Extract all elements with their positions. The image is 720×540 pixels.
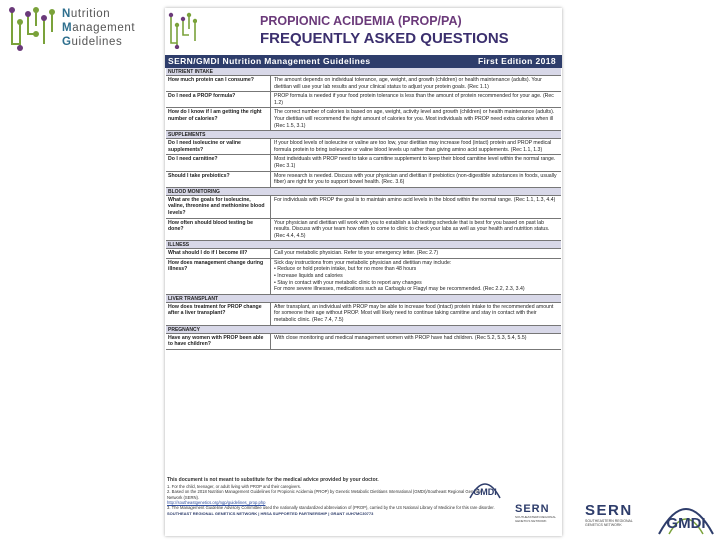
faq-answer: Sick day instructions from your metabolic physician and dietitian may include: • Reduce or hold protein intake, but for no more than 48 hours • Increase liquids and calories • Stay in contact with your metabolic clinic to report any changes For more severe illnesses, medications such as Carbaglu or Flagyl may be recommended. (Rec 2.2, 2.3, 3.4)	[271, 259, 561, 294]
faq-row	[166, 334, 561, 350]
doc-banner: SERN/GMDI Nutrition Management Guidelines First Edition 2018	[165, 55, 562, 68]
svg-text:GMDI: GMDI	[666, 515, 706, 532]
doc-molecule-icon	[167, 11, 197, 49]
gmdi-logo-icon	[468, 474, 502, 500]
doc-footer: This document is not meant to substitute for the medical advice provided by your doctor. 1. For the child, teenager, or adult living with PROP and their caregivers. 2. Based on the 2018 Nutrition Management Guidelines for Propionic Acidemia (PROP) by Genetic Metabolic Dietitians International (GMDI)/Southeast Regional Genetics Network (SERN). http://southeastgenetics.org/ngp/guidelines_prop.php 3. The Management Guideline Advisory Committee used the nationally standardized abbreviation of (PROP), carried by the US National Library of Medicine for this rare disorder. SOUTHEAST REGIONAL GENETICS NETWORK | HRSA SUPPORTED PARTNERSHIP | GRANT #UH7MC30773	[167, 478, 497, 516]
doc-subtitle: FREQUENTLY ASKED QUESTIONS	[260, 30, 509, 47]
faq-row	[166, 139, 561, 155]
faq-row	[166, 108, 561, 131]
molecule-logo-icon	[6, 4, 58, 52]
faq-answer: More research is needed. Discuss with your physician and dietitian if prebiotics (non-digestible substances in foods, usually fiber) are right for you to support bowel health. (Rec. 3.6)	[274, 172, 557, 186]
brand-title: Nutrition Management Guidelines	[62, 8, 136, 48]
faq-row	[166, 155, 561, 171]
section-header: BLOOD MONITORING	[166, 188, 561, 196]
guidelines-link[interactable]: http://southeastgenetics.org/ngp/guidelines_prop.php	[167, 499, 266, 505]
faq-row	[166, 196, 561, 219]
faq-document	[165, 8, 562, 536]
section-header: PREGNANCY	[166, 326, 561, 334]
doc-title: PROPIONIC ACIDEMIA (PROP/PA)	[260, 14, 462, 28]
faq-answer: After transplant, an individual with PROP may be able to increase food (intact) protein intake to the recommended amount for someone their age without PROP. Most will likely need to continue taking carnitine and stay in contact with their metabolic clinic. (Rec 7.4, 7.5)	[274, 303, 554, 324]
faq-question: Do I need a PROP formula?	[166, 92, 271, 107]
svg-text:GMDI: GMDI	[473, 487, 497, 497]
faq-answer: The correct number of calories is based on age, weight, activity level and growth (children) or health maintenance (adults). Your dietitian will recommend the right amount of calories for you. Most individuals with PROP need extra calories when ill (Rec 1.5, 3.1)	[274, 109, 555, 129]
faq-answer: Call your metabolic physician. Refer to your emergency letter. (Rec 2.7)	[274, 250, 439, 257]
faq-answer: With close monitoring and medical management women with PROP have had children. (Rec 5.2, 5.3, 5.4, 5.5)	[274, 334, 527, 341]
faq-answer: Most individuals with PROP need to take a carnitine supplement to keep their blood carnitine level within the normal range. (Rec 3.1)	[274, 156, 556, 169]
sern-logo: SERN SOUTHEASTERN REGIONAL GENETICS NETWORK	[515, 503, 557, 523]
section-header: LIVER TRANSPLANT	[166, 295, 561, 303]
answer-bullet: • Increase liquids and calories	[274, 273, 558, 280]
faq-row	[166, 172, 561, 188]
faq-question: Should I take prebiotics?	[166, 172, 271, 187]
faq-question: Do I need isoleucine or valine supplements?	[166, 139, 271, 154]
faq-question: Do I need carnitine?	[166, 155, 271, 170]
faq-row	[166, 219, 561, 242]
answer-bullet: • Reduce or hold protein intake, but for no more than 48 hours	[274, 266, 558, 273]
faq-answer: For individuals with PROP the goal is to maintain amino acid levels in the blood within the normal range. (Rec 1.1, 1.3, 4.4)	[274, 196, 556, 203]
section-header: NUTRIENT INTAKE	[166, 68, 561, 76]
faq-row	[166, 76, 561, 92]
answer-bullet: • Stay in contact with your metabolic clinic to report any changes	[274, 280, 558, 287]
faq-question: How does management change during illness?	[166, 259, 271, 294]
section-header: SUPPLEMENTS	[166, 131, 561, 139]
faq-answer: PROP formula is needed if your food protein tolerance is less than the amount of protein recommended for your age. (Rec 1.2)	[274, 93, 554, 106]
faq-answer: If your blood levels of isoleucine or valine are too low, your dietitian may increase food (intact) protein and PROP medical formula protein to bring isoleucine or valine blood levels up rather than giving amino acid supplements. (Rec 1.1, 1.3)	[274, 140, 552, 153]
faq-answer: The amount depends on individual tolerance, age, weight, and growth (children) or health maintenance (adults). Your dietitian will use your lab results and your clinical status to adjust your protein goals. (Rec 1.1)	[274, 77, 542, 90]
faq-question: Have any women with PROP been able to have children?	[166, 334, 271, 349]
faq-question: How often should blood testing be done?	[166, 219, 271, 241]
faq-question: What are the goals for isoleucine, valine, threonine and methionine blood levels?	[166, 196, 271, 218]
faq-row	[166, 303, 561, 326]
gmdi-corner-logo-icon	[655, 490, 717, 538]
faq-row	[166, 92, 561, 108]
faq-row	[166, 259, 561, 295]
faq-answer: Your physician and dietitian will work with you to establish a lab testing schedule that is best for you based on past lab results. Discuss with your team how often to come to clinic to check your labs as well as your health and nutrition status. (Rec 4.4, 4.5)	[274, 219, 550, 239]
faq-question: What should I do if I become ill?	[166, 249, 271, 258]
faq-table	[166, 68, 561, 350]
faq-question: How much protein can I consume?	[166, 76, 271, 91]
faq-question: How do I know if I am getting the right number of calories?	[166, 108, 271, 130]
section-header: ILLNESS	[166, 241, 561, 249]
faq-row	[166, 249, 561, 259]
faq-question: How does treatment for PROP change after a liver transplant?	[166, 303, 271, 325]
sern-corner-logo: SERN SOUTHEASTERN REGIONAL GENETICS NETWORK	[585, 502, 633, 527]
